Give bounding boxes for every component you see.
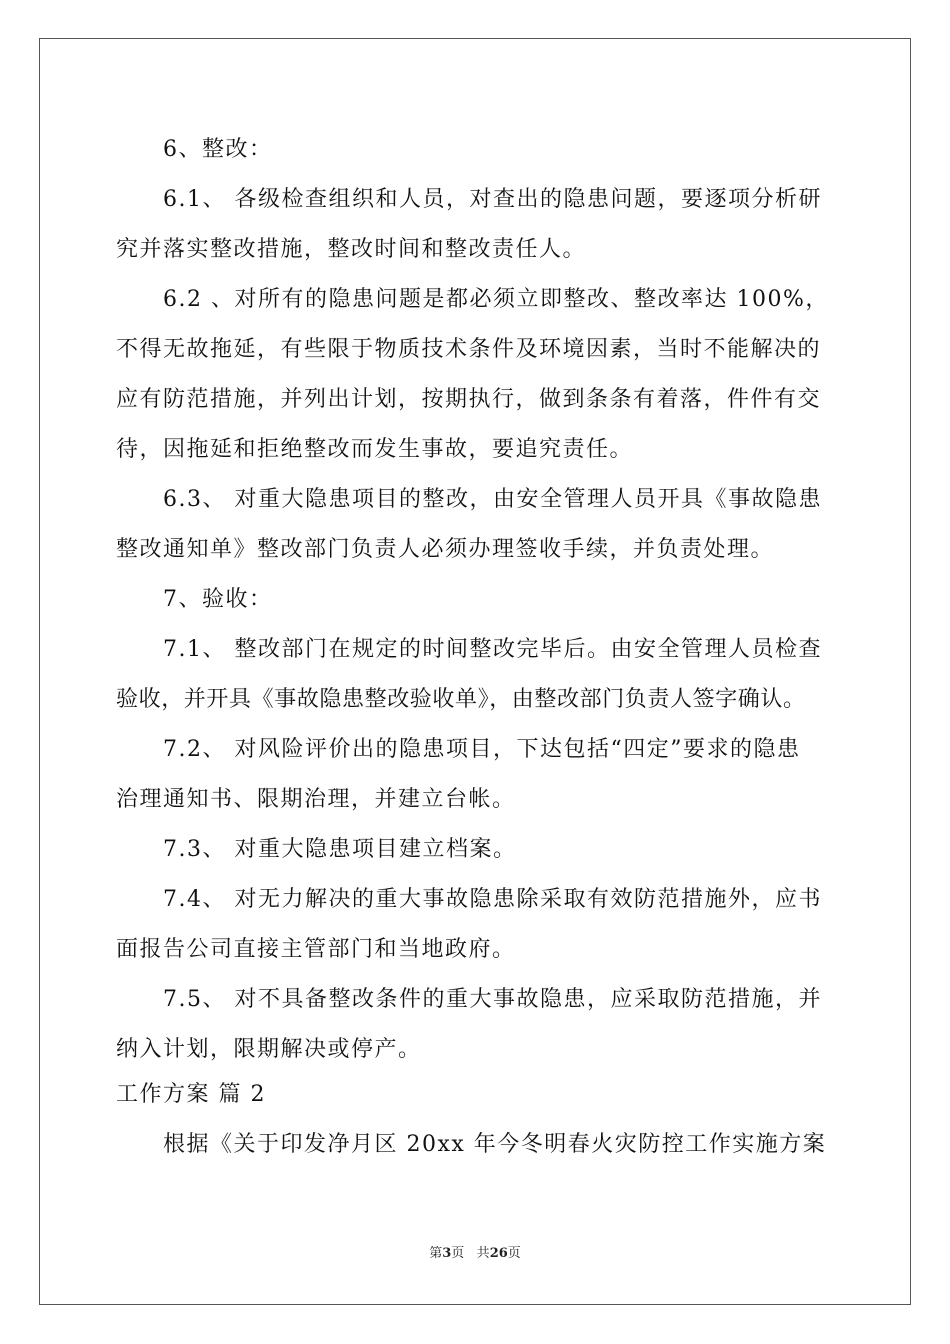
- section-heading-acceptance: 7、验收：: [163, 587, 273, 612]
- paragraph-line: 究并落实整改措施，整改时间和整改责任人。: [116, 237, 587, 262]
- paragraph-line: 纳入计划，限期解决或停产。: [116, 1037, 422, 1062]
- paragraph-line: 6.3、 对重大隐患项目的整改，由安全管理人员开具《事故隐患: [163, 487, 822, 512]
- footer-current-page: 3: [442, 1246, 452, 1261]
- paragraph-line: 7.3、 对重大隐患项目建立档案。: [163, 837, 517, 862]
- section-title-plan-2: 工作方案 篇 2: [116, 1082, 266, 1107]
- page-border: [39, 38, 911, 1305]
- footer-total-pages: 26: [489, 1246, 508, 1261]
- paragraph-line: 面报告公司直接主管部门和当地政府。: [116, 937, 516, 962]
- paragraph-line: 整改通知单》整改部门负责人必须办理签收手续，并负责处理。: [116, 537, 775, 562]
- paragraph-line: 6.2 、对所有的隐患问题是都必须立即整改、整改率达 100%，: [163, 287, 829, 312]
- paragraph-line: 治理通知书、限期治理，并建立台帐。: [116, 787, 516, 812]
- footer-page-prefix: 第: [429, 1246, 443, 1261]
- paragraph-line: 7.5、 对不具备整改条件的重大事故隐患，应采取防范措施，并: [163, 987, 822, 1012]
- paragraph-line: 待，因拖延和拒绝整改而发生事故，要追究责任。: [116, 437, 634, 462]
- section-heading-rectification: 6、整改：: [163, 137, 273, 162]
- paragraph-line: 7.1、 整改部门在规定的时间整改完毕后。由安全管理人员检查: [163, 637, 822, 662]
- paragraph-line: 验收，并开具《事故隐患整改验收单》，由整改部门负责人签字确认。: [116, 687, 806, 712]
- paragraph-line: 7.2、 对风险评价出的隐患项目，下达包括“四定”要求的隐患: [163, 737, 801, 762]
- footer-total-prefix: 共: [476, 1246, 490, 1261]
- paragraph-line: 7.4、 对无力解决的重大事故隐患除采取有效防范措施外，应书: [163, 887, 822, 912]
- footer-total-suffix: 页: [507, 1246, 521, 1261]
- paragraph-line: 6.1、 各级检查组织和人员，对查出的隐患问题，要逐项分析研: [163, 187, 822, 212]
- paragraph-line: 根据《关于印发净月区 20xx 年今冬明春火灾防控工作实施方案: [163, 1132, 827, 1157]
- footer-page-suffix: 页: [451, 1246, 465, 1261]
- page-footer: [0, 1245, 950, 1263]
- paragraph-line: 应有防范措施，并列出计划，按期执行，做到条条有着落，件件有交: [116, 387, 822, 412]
- paragraph-line: 不得无故拖延，有些限于物质技术条件及环境因素，当时不能解决的: [116, 337, 822, 362]
